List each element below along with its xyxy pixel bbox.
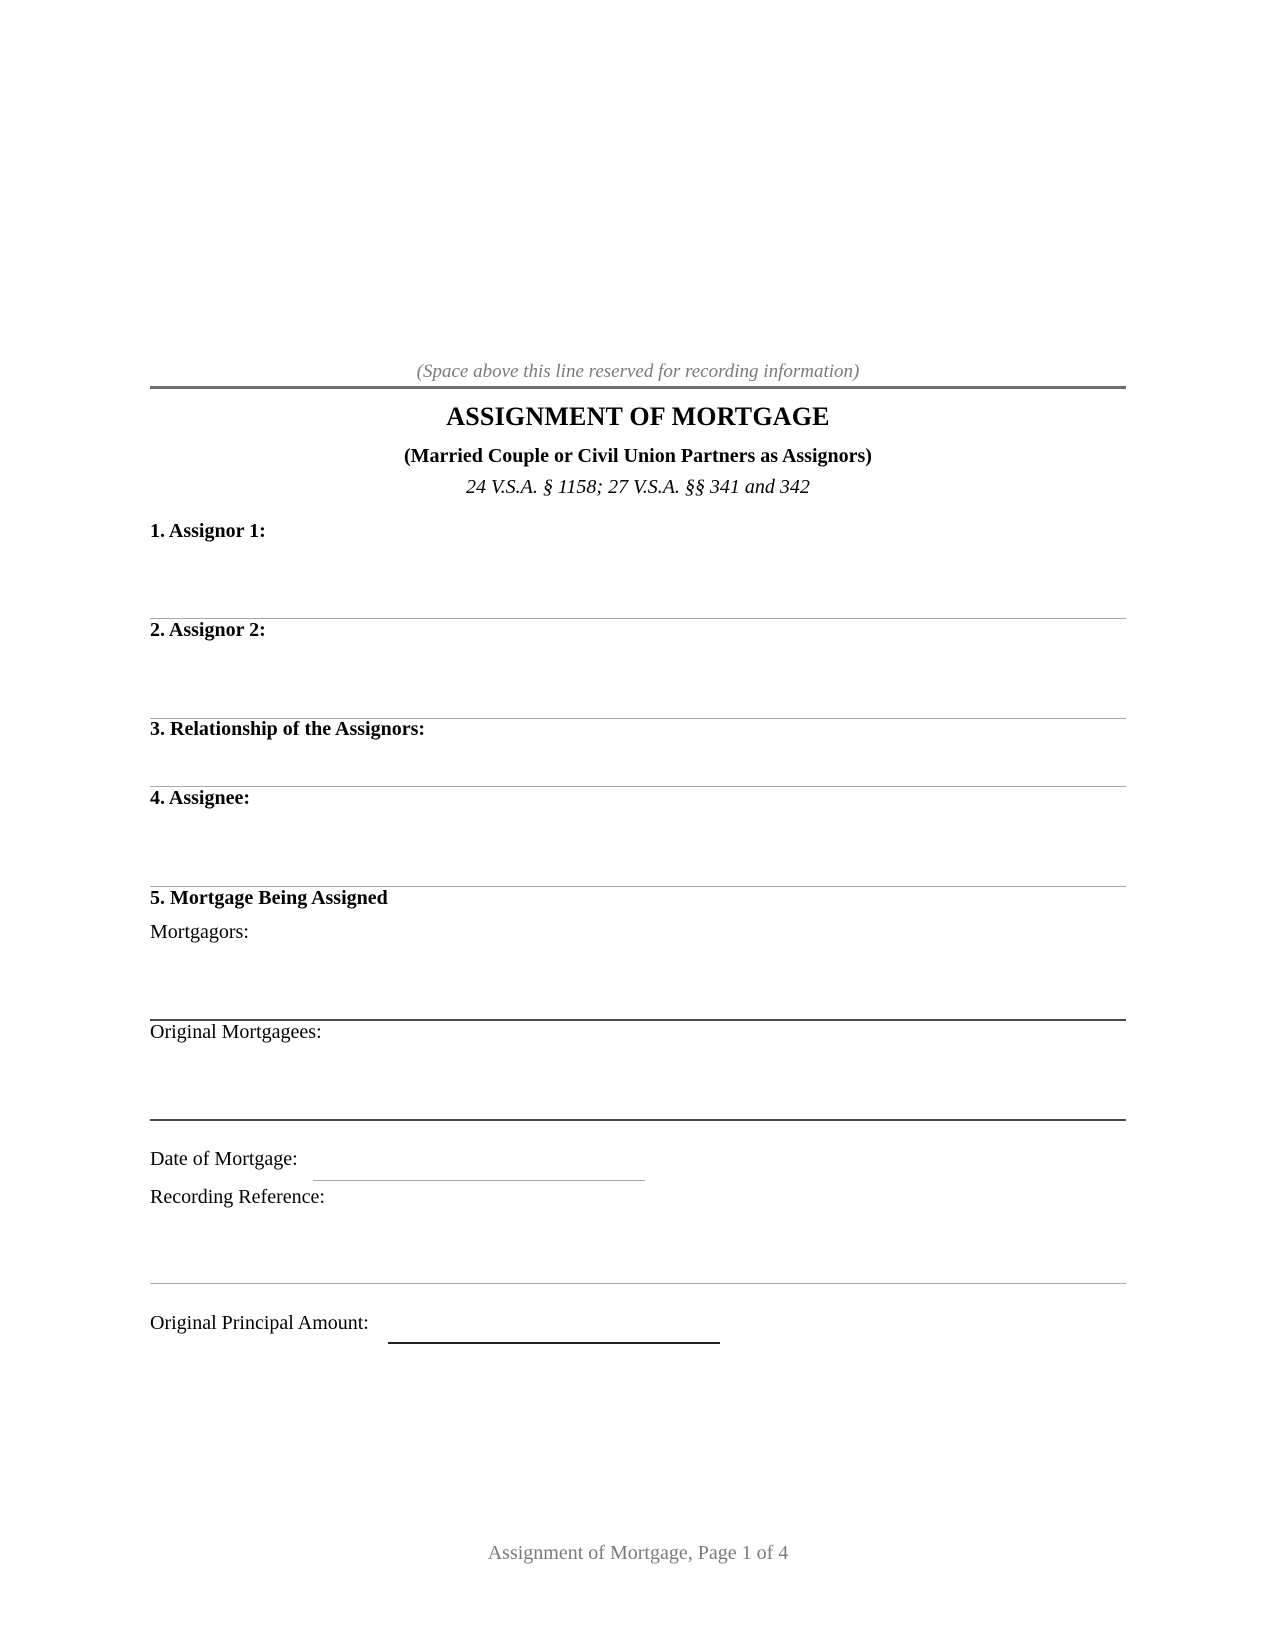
- document-subtitle: (Married Couple or Civil Union Partners as Assignors): [404, 445, 872, 467]
- assignor1-field-line[interactable]: [150, 618, 1126, 619]
- recording-reserved-note: (Space above this line reserved for recording information): [416, 361, 860, 382]
- original-mortgagees-field-line[interactable]: [150, 1119, 1126, 1121]
- assignor2-label: 2. Assignor 2:: [150, 619, 266, 641]
- date-of-mortgage-label: Date of Mortgage:: [150, 1148, 298, 1170]
- document-title: ASSIGNMENT OF MORTGAGE: [446, 402, 830, 431]
- assignee-label: 4. Assignee:: [150, 787, 250, 809]
- recording-reference-label: Recording Reference:: [150, 1186, 325, 1208]
- relationship-label: 3. Relationship of the Assignors:: [150, 718, 426, 740]
- mortgagors-label: Mortgagors:: [150, 921, 249, 943]
- recording-divider: [150, 386, 1126, 389]
- page-footer: Assignment of Mortgage, Page 1 of 4: [487, 1542, 789, 1564]
- original-principal-amount-field-line[interactable]: [388, 1342, 720, 1344]
- original-mortgagees-label: Original Mortgagees:: [150, 1021, 322, 1043]
- statute-citation: 24 V.S.A. § 1158; 27 V.S.A. §§ 341 and 342: [466, 476, 810, 498]
- relationship-field-line[interactable]: [150, 786, 1126, 787]
- original-principal-amount-label: Original Principal Amount:: [150, 1312, 369, 1334]
- assignor1-label: 1. Assignor 1:: [150, 520, 266, 542]
- recording-reference-field-line[interactable]: [150, 1283, 1126, 1284]
- date-of-mortgage-field-line[interactable]: [313, 1180, 645, 1181]
- mortgage-section-heading: 5. Mortgage Being Assigned: [150, 887, 388, 909]
